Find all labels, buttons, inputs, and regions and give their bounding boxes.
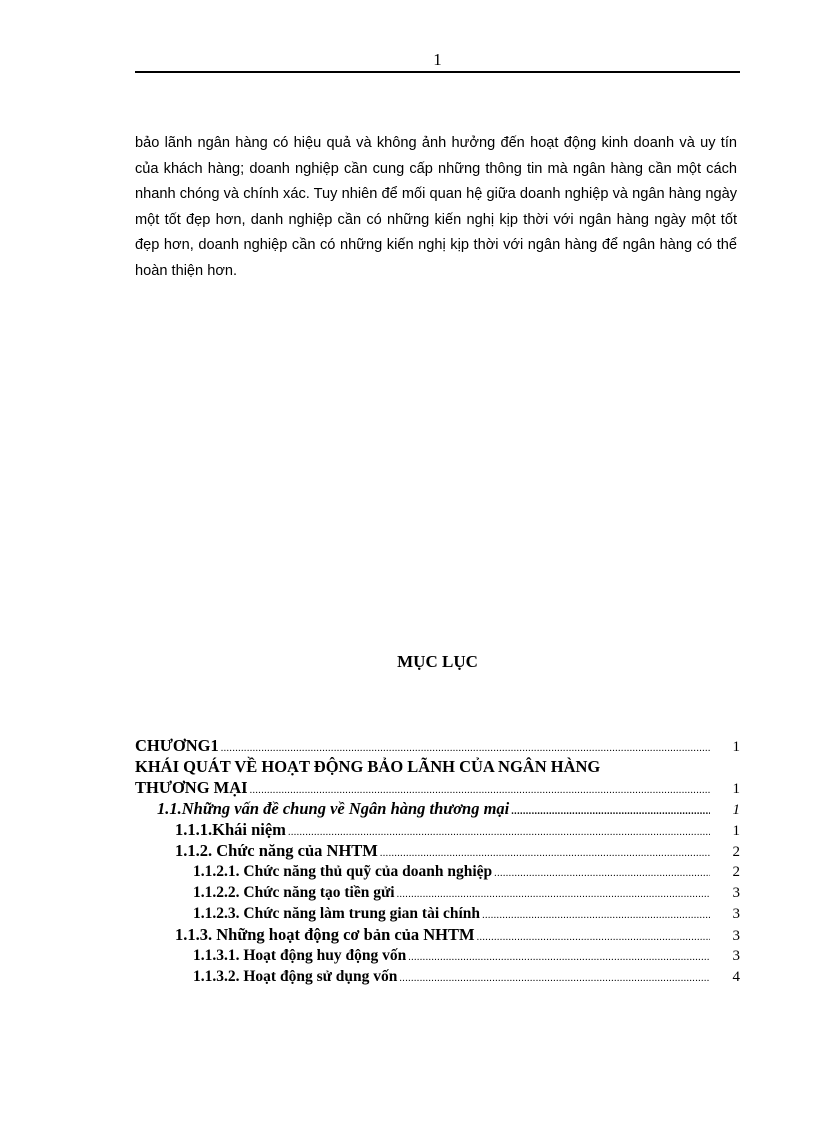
toc-entry-1-1-1[interactable]: [135, 819, 740, 840]
toc-entry-text: 1.1.Những vấn đề chung về Ngân hàng thương mại: [157, 799, 510, 818]
toc-entry-text: 1.1.2.2. Chức năng tạo tiền gửi: [193, 884, 395, 901]
toc-entry-text: 1.1.3. Những hoạt động cơ bản của NHTM: [175, 925, 475, 944]
toc-entry-page: 2: [732, 844, 740, 860]
toc-entry-1-1-2-2[interactable]: [135, 882, 740, 903]
toc-entry-text: 1.1.2.3. Chức năng làm trung gian tài chính: [193, 905, 481, 922]
body-paragraph: bảo lãnh ngân hàng có hiệu quả và không ảnh hưởng đến hoạt động kinh doanh và uy tín của khách hàng; doanh nghiệp cần cung cấp những thông tin mà ngân hàng cần một cách nhanh chóng và chính xác. Tuy nhiên để mối quan hệ giữa doanh nghiệp và ngân hàng ngày một tốt đẹp hơn, danh nghiệp cần có những kiến nghị kịp thời với ngân hàng ngày một tốt đẹp hơn, doanh nghiệp cần có những kiến nghị kịp thời với ngân hàng để ngân hàng có thể hoàn thiện hơn.: [135, 135, 737, 279]
toc-entry-1-1[interactable]: [135, 798, 740, 819]
toc-entry-1-1-2-3[interactable]: [135, 903, 740, 924]
toc-entry-1-1-3-1[interactable]: [135, 945, 740, 966]
toc-entry-page: 3: [732, 906, 740, 922]
toc-entry-page: 3: [732, 885, 740, 901]
toc-entry-page: 1: [732, 781, 740, 797]
toc-entry-1-1-2[interactable]: [135, 840, 740, 861]
toc-entry-1-1-3-2[interactable]: [135, 966, 740, 987]
toc-entry-chapter[interactable]: [135, 735, 740, 756]
toc-entry-text: 1.1.1.Khái niệm: [175, 820, 286, 839]
toc-entry-text: THƯƠNG MẠI: [135, 778, 248, 797]
toc-entry-text: 1.1.2. Chức năng của NHTM: [175, 841, 378, 860]
toc-chapter-title-line1[interactable]: KHÁI QUÁT VỀ HOẠT ĐỘNG BẢO LÃNH CỦA NGÂN HÀNG: [135, 757, 601, 776]
toc-entry-text: 1.1.3.1. Hoạt động huy động vốn: [193, 947, 407, 964]
toc-entry-page: 1: [732, 823, 740, 839]
toc-leader: [397, 884, 710, 905]
toc-entry-1-1-2-1[interactable]: [135, 861, 740, 882]
toc-entry-page: 1: [732, 802, 740, 818]
toc-entry-text: CHƯƠNG1: [135, 736, 219, 755]
toc-entry-page: 2: [732, 864, 740, 880]
toc-leader: [482, 905, 710, 926]
toc-leader: [511, 801, 710, 822]
toc-leader: [477, 927, 710, 948]
header-rule: [135, 71, 740, 73]
toc-entry-text: 1.1.2.1. Chức năng thủ quỹ của doanh nghiệp: [193, 863, 493, 880]
toc-entry-text: 1.1.3.2. Hoạt động sử dụng vốn: [193, 968, 398, 985]
toc-entry-page: 3: [732, 948, 740, 964]
toc-chapter-title-line2[interactable]: [135, 777, 740, 798]
toc-entry-page: 4: [732, 969, 740, 985]
toc-leader: [399, 968, 710, 989]
toc-leader: [408, 947, 710, 968]
toc-entry-page: 1: [732, 739, 740, 755]
page-number: 1: [433, 50, 442, 69]
table-of-contents: [135, 735, 740, 987]
toc-entry-page: 3: [732, 928, 740, 944]
toc-entry-1-1-3[interactable]: [135, 924, 740, 945]
toc-leader: [494, 863, 710, 884]
toc-title: MỤC LỤC: [397, 652, 478, 671]
